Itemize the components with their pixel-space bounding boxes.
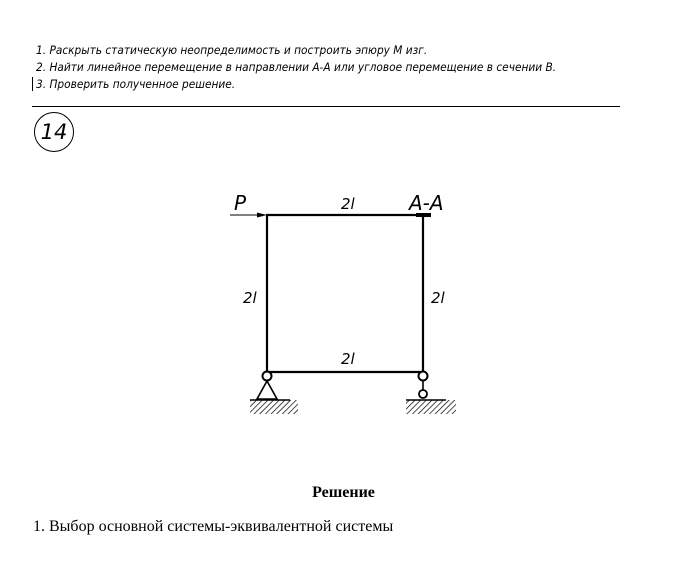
top-beam-label: 2l xyxy=(341,195,355,213)
pinned-support-icon xyxy=(250,372,298,415)
right-column-label: 2l xyxy=(431,289,445,307)
task-item-2: 2. Найти линейное перемещение в направлении А-А или угловое перемещение в сечении В. xyxy=(36,60,557,74)
load-label: P xyxy=(234,191,247,215)
variant-number-badge: 14 xyxy=(34,112,74,152)
task-item-3: 3. Проверить полученное решение. xyxy=(36,77,236,91)
task-item-1: 1. Раскрыть статическую неопределимость и построить эпюру M изг. xyxy=(36,43,428,57)
bottom-beam-label: 2l xyxy=(341,350,355,368)
solution-heading: Решение xyxy=(312,484,375,501)
section-label: A-A xyxy=(409,191,444,215)
solution-step-1: 1. Выбор основной системы-эквивалентной системы xyxy=(33,518,394,535)
roller-support-icon xyxy=(406,372,456,415)
left-column-label: 2l xyxy=(243,289,257,307)
